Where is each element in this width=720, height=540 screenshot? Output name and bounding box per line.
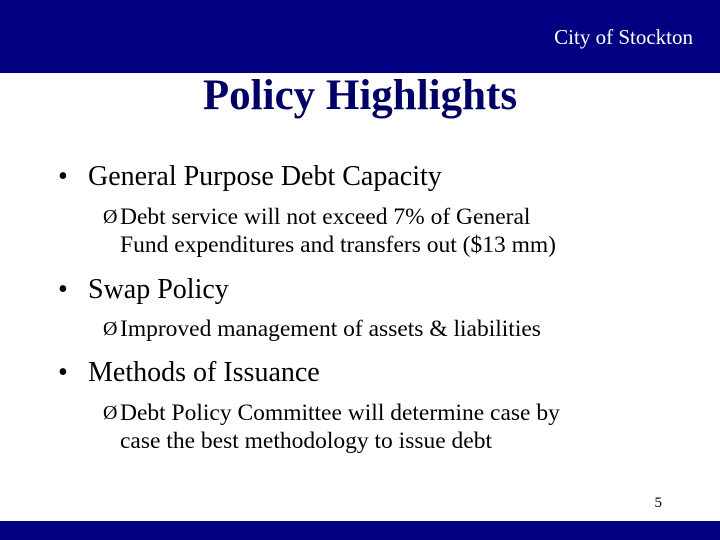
sub-point-line: Debt Policy Committee will determine case by (120, 400, 560, 426)
page-number: 5 (654, 495, 662, 511)
bullet-dot: • (58, 274, 68, 305)
bullet-heading: General Purpose Debt Capacity (88, 161, 442, 192)
bullet-swap-policy (58, 274, 229, 306)
sub-bullet-arrow-icon: Ø (103, 402, 118, 424)
sub-bullet-arrow-icon: Ø (103, 206, 118, 228)
sub-point-line: Improved management of assets & liabilities (120, 316, 541, 342)
sub-bullet-arrow-icon: Ø (103, 318, 118, 340)
bullet-dot: • (58, 161, 68, 192)
sub-point-debt-service (103, 203, 556, 259)
sub-point-line: Fund expenditures and transfers out ($13 mm) (120, 232, 556, 258)
sub-point-improved-management (103, 315, 541, 343)
bullet-heading: Methods of Issuance (88, 357, 320, 388)
org-name: City of Stockton (554, 25, 693, 49)
slide-title: Policy Highlights (202, 72, 518, 119)
sub-point-line: case the best methodology to issue debt (120, 428, 493, 454)
bullet-heading: Swap Policy (88, 274, 229, 305)
bullet-methods-of-issuance (58, 357, 320, 389)
footer-bar (0, 521, 720, 540)
sub-point-debt-policy-committee (103, 399, 560, 455)
bullet-dot: • (58, 357, 68, 388)
bullet-general-purpose-debt-capacity (58, 161, 442, 193)
sub-point-line: Debt service will not exceed 7% of General (120, 204, 531, 230)
